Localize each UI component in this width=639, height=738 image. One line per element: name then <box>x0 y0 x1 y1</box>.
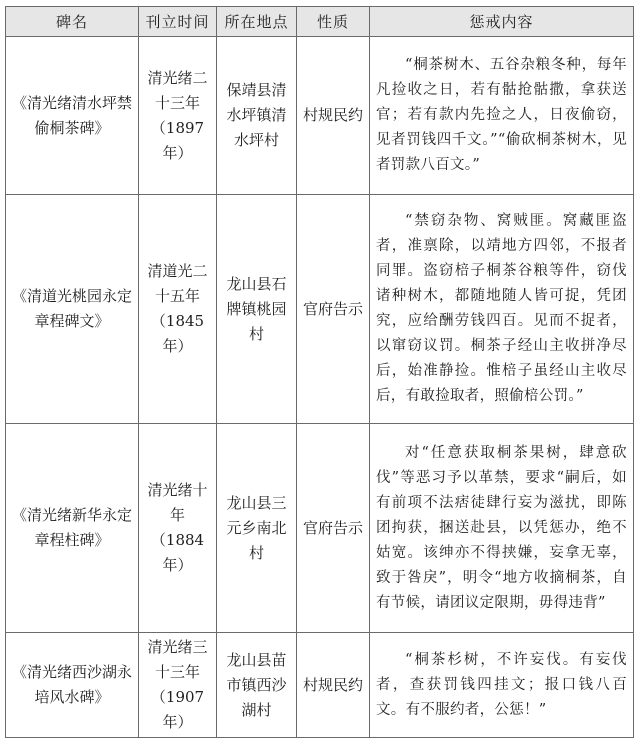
erected-time-era: 清道光二十五年 <box>147 262 208 305</box>
location-cell <box>217 633 297 738</box>
location-cell <box>217 195 297 424</box>
stele-table-container <box>5 6 634 738</box>
location: 龙山县石牌镇桃园村 <box>226 274 287 343</box>
header-stele-name: 碑名 <box>6 7 139 37</box>
erected-time-cell <box>139 37 217 195</box>
stele-name: 《清光绪西沙湖永培风水碑》 <box>11 663 132 706</box>
header-punishment-content: 惩戒内容 <box>370 7 634 37</box>
nature-cell <box>297 37 370 195</box>
location: 保靖县清水坪镇清水坪村 <box>226 81 287 149</box>
nature: 村规民约 <box>302 675 363 694</box>
erected-time-cell <box>139 195 217 424</box>
table-row <box>6 195 634 424</box>
location-cell <box>217 424 297 633</box>
nature: 官府告示 <box>302 518 363 537</box>
location: 龙山县苗市镇西沙湖村 <box>226 650 287 719</box>
stele-name: 《清光绪清水坪禁偷桐茶碑》 <box>11 93 132 137</box>
table-header <box>6 7 634 37</box>
stele-name: 《清道光桃园永定章程碑文》 <box>11 287 132 330</box>
punishment-content: “桐茶树木、五谷杂粮冬种，每年凡捡收之日，若有骷抢骷撒，拿获送官；若有款内先捡之人，日夜偷窃，见者罚钱四千文。”“偷砍桐茶树木，见者罚款八百文。” <box>370 37 634 195</box>
table-row <box>6 424 634 633</box>
erected-time-era: 清光绪十年 <box>147 481 208 524</box>
table-row <box>6 37 634 195</box>
erected-time-year: （1907年） <box>150 688 205 731</box>
stele-name: 《清光绪新华永定章程柱碑》 <box>11 506 132 549</box>
table-body <box>6 37 634 738</box>
stele-name-cell <box>6 37 139 195</box>
nature: 村规民约 <box>302 106 363 124</box>
nature-cell <box>297 424 370 633</box>
table-row <box>6 633 634 738</box>
erected-time-year: （1845年） <box>150 312 205 355</box>
header-row <box>6 7 634 37</box>
erected-time-cell <box>139 424 217 633</box>
erected-time-era: 清光绪二十三年 <box>147 68 208 112</box>
header-erected-time: 刊立时间 <box>139 7 217 37</box>
stele-name-cell <box>6 195 139 424</box>
erected-time-year: （1884年） <box>150 531 205 574</box>
stele-name-cell <box>6 424 139 633</box>
stele-punishment-table <box>5 6 634 738</box>
punishment-content: “禁窃杂物、窝贼匪。窝藏匪盗者，准禀除，以靖地方四邻，不报者同罪。盗窃棓子桐茶谷粮等件，窃伐诸种树木，都随地随人皆可捉，凭团究，应给酬劳钱四百。见而不捉者，以窜窃议罚。桐茶子经山主收拼净尽后，始准静捡。惟棓子虽经山主收尽后，有敢捡取者，照偷棓公罚。” <box>370 195 634 424</box>
header-location: 所在地点 <box>217 7 297 37</box>
erected-time-year: （1897年） <box>150 118 205 162</box>
nature: 官府告示 <box>302 299 363 318</box>
location: 龙山县三元乡南北村 <box>226 493 287 562</box>
nature-cell <box>297 633 370 738</box>
erected-time-era: 清光绪三十三年 <box>147 638 208 681</box>
stele-name-cell <box>6 633 139 738</box>
punishment-content: “桐茶杉树，不许妄伐。有妄伐者，查获罚钱四挂文；报口钱八百文。有不服约者，公惩！” <box>370 633 634 738</box>
nature-cell <box>297 195 370 424</box>
location-cell <box>217 37 297 195</box>
punishment-content: 对“任意获取桐茶果树，肆意砍伐”等恶习予以革禁，要求“嗣后，如有前项不法痞徒肆行妄为滋扰，即陈团拘获，捆送赴县，以凭惩办，绝不姑宽。该绅亦不得挟嫌，妄拿无辜，致于咎戾”，明令“地方收摘桐茶，自有节候，请团议定限期，毋得违背” <box>370 424 634 633</box>
header-nature: 性质 <box>297 7 370 37</box>
erected-time-cell <box>139 633 217 738</box>
